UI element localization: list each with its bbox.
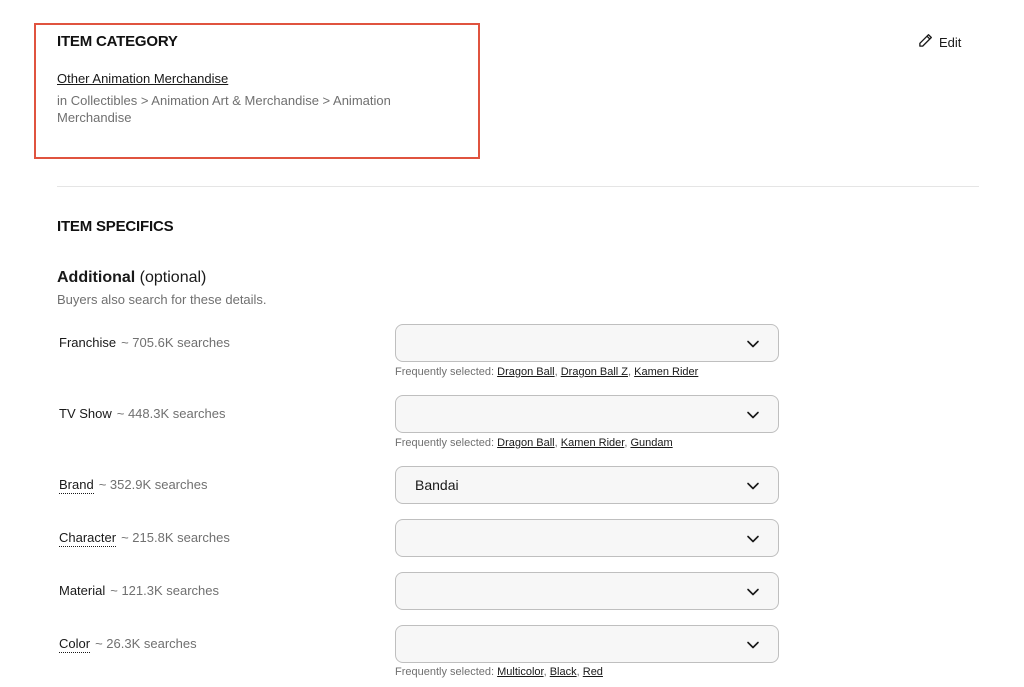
section-divider bbox=[57, 186, 979, 187]
edit-label: Edit bbox=[939, 34, 962, 50]
item-specifics-heading: ITEM SPECIFICS bbox=[57, 218, 174, 235]
material-name: Material bbox=[59, 583, 106, 598]
freq-option[interactable]: Dragon Ball Z bbox=[560, 366, 628, 378]
color-frequently-selected: Frequently selected: Multicolor, Black, Red bbox=[395, 666, 603, 678]
color-name[interactable]: Color bbox=[59, 636, 91, 651]
category-path: in Collectibles > Animation Art & Merchandise > Animation Merchandise bbox=[57, 93, 391, 125]
freq-option[interactable]: Multicolor bbox=[497, 666, 544, 678]
color-search-count: ~ 26.3K searches bbox=[95, 636, 197, 651]
chevron-down-icon bbox=[746, 479, 760, 493]
brand-label bbox=[59, 477, 207, 492]
additional-title-bold: Additional bbox=[57, 269, 136, 286]
freq-prefix: Frequently selected: bbox=[395, 666, 495, 678]
freq-option[interactable]: Gundam bbox=[630, 437, 673, 449]
tv-show-dropdown[interactable] bbox=[395, 395, 779, 433]
category-link[interactable]: Other Animation Merchandise bbox=[57, 71, 229, 86]
chevron-down-icon bbox=[746, 585, 760, 599]
chevron-down-icon bbox=[746, 337, 760, 351]
tv-show-name: TV Show bbox=[59, 406, 112, 421]
freq-option[interactable]: Kamen Rider bbox=[634, 366, 699, 378]
franchise-label bbox=[59, 335, 230, 350]
freq-prefix: Frequently selected: bbox=[395, 366, 495, 378]
tv-show-label bbox=[59, 406, 226, 421]
tv-show-frequently-selected: Frequently selected: Dragon Ball, Kamen Rider, Gundam bbox=[395, 437, 673, 449]
freq-option[interactable]: Dragon Ball bbox=[497, 437, 555, 449]
brand-name[interactable]: Brand bbox=[59, 477, 94, 492]
tv-show-search-count: ~ 448.3K searches bbox=[116, 406, 226, 421]
pencil-icon bbox=[918, 33, 933, 51]
freq-option[interactable]: Kamen Rider bbox=[560, 437, 625, 449]
character-label bbox=[59, 530, 230, 545]
brand-dropdown[interactable] bbox=[395, 466, 779, 504]
chevron-down-icon bbox=[746, 532, 760, 546]
chevron-down-icon bbox=[746, 638, 760, 652]
freq-prefix: Frequently selected: bbox=[395, 437, 495, 449]
material-search-count: ~ 121.3K searches bbox=[110, 583, 220, 598]
franchise-search-count: ~ 705.6K searches bbox=[121, 335, 230, 350]
franchise-frequently-selected: Frequently selected: Dragon Ball, Dragon Ball Z, Kamen Rider bbox=[395, 366, 699, 378]
character-dropdown[interactable] bbox=[395, 519, 779, 557]
freq-option[interactable]: Red bbox=[582, 666, 603, 678]
franchise-dropdown[interactable] bbox=[395, 324, 779, 362]
additional-title bbox=[57, 269, 206, 287]
color-dropdown[interactable] bbox=[395, 625, 779, 663]
brand-search-count: ~ 352.9K searches bbox=[98, 477, 208, 492]
color-label bbox=[59, 636, 197, 651]
franchise-name: Franchise bbox=[59, 335, 117, 350]
freq-option[interactable]: Dragon Ball bbox=[497, 366, 555, 378]
edit-category-button[interactable] bbox=[918, 33, 961, 51]
freq-option[interactable]: Black bbox=[549, 666, 577, 678]
additional-title-optional: (optional) bbox=[135, 269, 207, 286]
chevron-down-icon bbox=[746, 408, 760, 422]
additional-subtitle: Buyers also search for these details. bbox=[57, 292, 267, 307]
character-name[interactable]: Character bbox=[59, 530, 117, 545]
material-label bbox=[59, 583, 219, 598]
brand-value: Bandai bbox=[415, 477, 459, 493]
item-category-heading: ITEM CATEGORY bbox=[57, 33, 178, 50]
character-search-count: ~ 215.8K searches bbox=[121, 530, 230, 545]
material-dropdown[interactable] bbox=[395, 572, 779, 610]
